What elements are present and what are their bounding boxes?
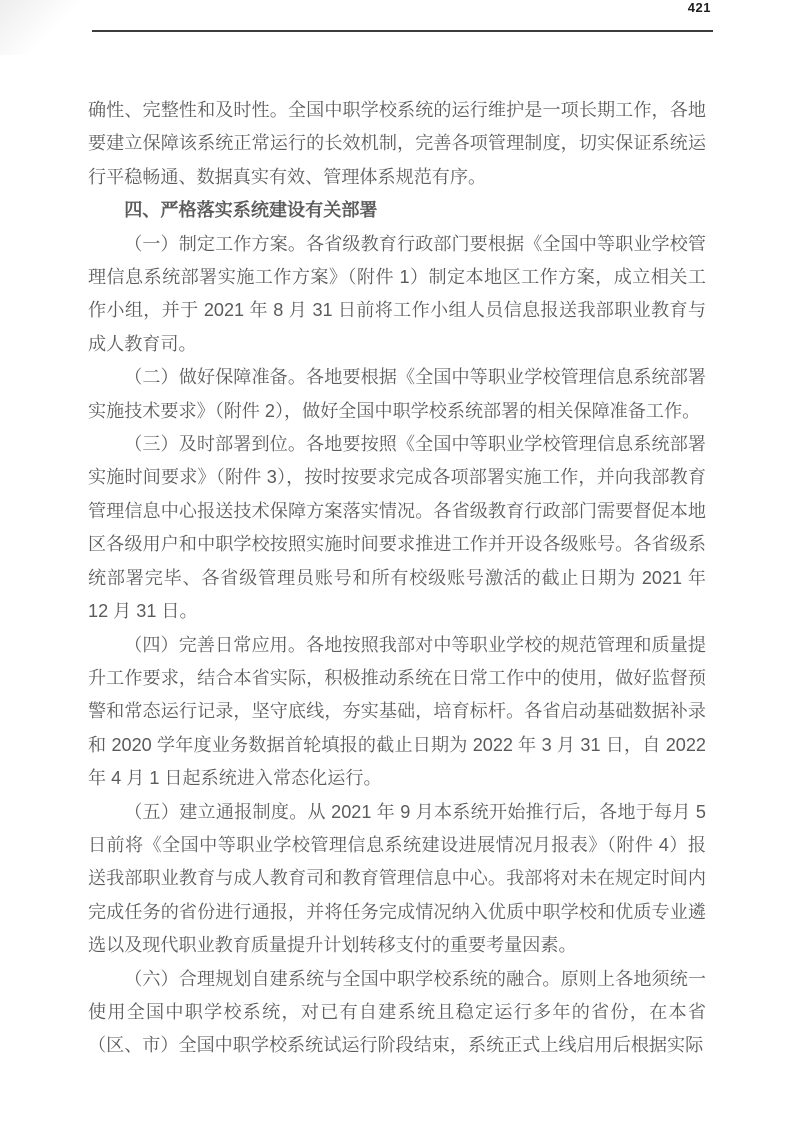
paragraph-item-5: （五）建立通报制度。从 2021 年 9 月本系统开始推行后，各地于每月 5 日前将《全国中等职业学校管理信息系统建设进展情况月报表》（附件 4）报送我部职业教育与成人教育司和教育管理信息中心。我部将对未在规定时间内完成任务的省份进行通报，并将任务完成情况纳入优质中职学校和优质专业遴选以及现代职业教育质量提升计划转移支付的重要考量因素。 bbox=[88, 801, 706, 956]
paragraph-item-4: （四）完善日常应用。各地按照我部对中等职业学校的规范管理和质量提升工作要求，结合本省实际，积极推动系统在日常工作中的使用，做好监督预警和常态运行记录，坚守底线，夯实基础，培育标杆。各省启动基础数据补录和 2020 学年度业务数据首轮填报的截止日期为 2022 年 3 月 31 日，自 2022 年 4 月 1 日起系统进入常态化运行。 bbox=[88, 634, 706, 789]
section-heading: 四、严格落实系统建设有关部署 bbox=[124, 200, 378, 221]
paragraph-item-1: （一）制定工作方案。各省级教育行政部门要根据《全国中等职业学校管理信息系统部署实施工作方案》（附件 1）制定本地区工作方案，成立相关工作小组，并于 2021 年 8 月 31 日前将工作小组人员信息报送我部职业教育与成人教育司。 bbox=[88, 233, 706, 354]
paragraph-item-3: （三）及时部署到位。各地要按照《全国中等职业学校管理信息系统部署实施时间要求》（附件 3），按时按要求完成各项部署实施工作，并向我部教育管理信息中心报送技术保障方案落实情况。各省级教育行政部门需要督促本地区各级用户和中职学校按照实施时间要求推进工作并开设各级账号。各省级系统部署完毕、各省级管理员账号和所有校级账号激活的截止日期为 2021 年 12 月 31 日。 bbox=[88, 434, 706, 622]
header-rule bbox=[92, 30, 713, 32]
page-number: 421 bbox=[687, 0, 711, 15]
paragraph-item-2: （二）做好保障准备。各地要根据《全国中等职业学校管理信息系统部署实施技术要求》（附件 2），做好全国中职学校系统部署的相关保障准备工作。 bbox=[88, 367, 706, 421]
paragraph-continuation: 确性、完整性和及时性。全国中职学校系统的运行维护是一项长期工作，各地要建立保障该系统正常运行的长效机制，完善各项管理制度，切实保证系统运行平稳畅通、数据真实有效、管理体系规范有序。 bbox=[88, 100, 706, 187]
document-body bbox=[88, 94, 706, 1063]
paragraph-item-6: （六）合理规划自建系统与全国中职学校系统的融合。原则上各地须统一使用全国中职学校系统，对已有自建系统且稳定运行多年的省份，在本省（区、市）全国中职学校系统试运行阶段结束，系统正式上线启用后根据实际 bbox=[88, 968, 706, 1056]
